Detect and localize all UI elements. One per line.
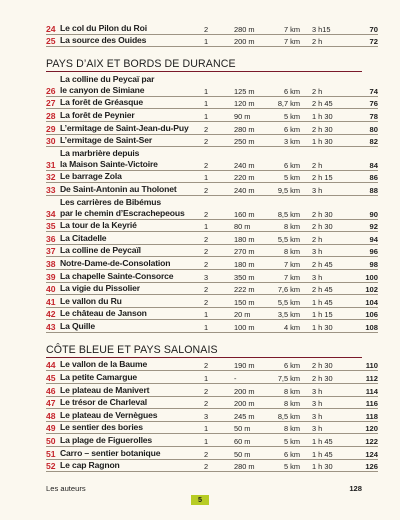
entry-difficulty: 2: [200, 195, 234, 219]
entry-altitude: 190 m: [234, 359, 266, 371]
entry-altitude: 280 m: [234, 22, 266, 34]
toc-entry[interactable]: [46, 421, 378, 434]
entry-title: La Citadelle: [60, 232, 200, 245]
entry-duration: 2 h 30: [304, 121, 352, 134]
entry-page: 80: [352, 121, 378, 134]
entry-difficulty: 2: [200, 396, 234, 409]
entry-number: 39: [46, 269, 60, 282]
toc-entry[interactable]: [46, 371, 378, 384]
entry-page: 78: [352, 109, 378, 122]
entry-number: 27: [46, 96, 60, 109]
entry-distance: 7,6 km: [266, 282, 304, 295]
entry-number: 29: [46, 121, 60, 134]
toc-entry[interactable]: [46, 147, 378, 171]
entry-distance: 4 km: [266, 320, 304, 333]
entry-difficulty: 2: [200, 384, 234, 397]
authors-label: Les auteurs: [46, 484, 86, 494]
toc-sections: [46, 58, 378, 472]
entry-page: 72: [352, 34, 378, 47]
entry-duration: 3 h: [304, 384, 352, 397]
entry-duration: 2 h 45: [304, 96, 352, 109]
entry-number: 28: [46, 109, 60, 122]
entry-title: La source des Ouides: [60, 34, 200, 47]
entry-distance: 3 km: [266, 134, 304, 147]
entry-number: 35: [46, 219, 60, 232]
entry-title: La colline de Peycaïl: [60, 244, 200, 257]
section-heading: CÔTE BLEUE ET PAYS SALONAIS: [46, 344, 362, 358]
entry-difficulty: 3: [200, 409, 234, 422]
entry-altitude: 60 m: [234, 434, 266, 447]
entry-distance: 6 km: [266, 147, 304, 171]
toc-entry[interactable]: [46, 73, 378, 96]
entry-title-line2: la Maison Sainte-Victoire: [60, 158, 158, 169]
toc-entry[interactable]: [46, 269, 378, 282]
entry-difficulty: 1: [200, 219, 234, 232]
entry-difficulty: 2: [200, 232, 234, 245]
entry-title: De Saint-Antonin au Tholonet: [60, 183, 200, 196]
toc-table-top: [46, 22, 378, 47]
entry-duration: 2 h: [304, 232, 352, 245]
entry-difficulty: 1: [200, 109, 234, 122]
entry-duration: 3 h: [304, 244, 352, 257]
page-number-badge: 5: [191, 495, 209, 505]
entry-duration: 2 h 45: [304, 282, 352, 295]
entry-title-line2: le canyon de Simiane: [60, 84, 145, 95]
entry-duration: 3 h: [304, 269, 352, 282]
entry-duration: 2 h 45: [304, 257, 352, 270]
entry-difficulty: 1: [200, 434, 234, 447]
entry-difficulty: 1: [200, 307, 234, 320]
entry-difficulty: 1: [200, 96, 234, 109]
entry-distance: 5,5 km: [266, 295, 304, 308]
entry-difficulty: 2: [200, 295, 234, 308]
entry-difficulty: 2: [200, 447, 234, 460]
entry-page: 96: [352, 244, 378, 257]
entry-distance: 6 km: [266, 121, 304, 134]
entry-page: 114: [352, 384, 378, 397]
entry-duration: 2 h: [304, 147, 352, 171]
entry-number: 24: [46, 22, 60, 34]
entry-distance: 7,5 km: [266, 371, 304, 384]
entry-page: 100: [352, 269, 378, 282]
entry-distance: 5 km: [266, 434, 304, 447]
entry-page: 106: [352, 307, 378, 320]
entry-difficulty: 2: [200, 183, 234, 196]
entry-number: 48: [46, 409, 60, 422]
entry-duration: 3 h: [304, 409, 352, 422]
entry-altitude: 200 m: [234, 384, 266, 397]
toc-entry[interactable]: [46, 257, 378, 270]
entry-number: 30: [46, 134, 60, 147]
entry-title: Notre-Dame-de-Consolation: [60, 257, 200, 270]
entry-number: 44: [46, 359, 60, 371]
entry-title: La forêt de Peynier: [60, 109, 200, 122]
entry-page: 118: [352, 409, 378, 422]
entry-title: Le vallon de la Baume: [60, 359, 200, 371]
toc-entry[interactable]: [46, 320, 378, 333]
toc-entry[interactable]: [46, 384, 378, 397]
entry-page: 76: [352, 96, 378, 109]
entry-altitude: 100 m: [234, 320, 266, 333]
entry-altitude: 280 m: [234, 459, 266, 472]
toc-entry[interactable]: [46, 295, 378, 308]
entry-page: 92: [352, 219, 378, 232]
entry-distance: 6 km: [266, 73, 304, 96]
entry-altitude: 120 m: [234, 96, 266, 109]
toc-entry[interactable]: [46, 170, 378, 183]
entry-title: La plage de Figuerolles: [60, 434, 200, 447]
toc-entry[interactable]: [46, 282, 378, 295]
entry-distance: 7 km: [266, 257, 304, 270]
entry-page: 94: [352, 232, 378, 245]
entry-title: La petite Camargue: [60, 371, 200, 384]
entry-number: 40: [46, 282, 60, 295]
entry-title: La vigie du Pissolier: [60, 282, 200, 295]
entry-distance: 8 km: [266, 421, 304, 434]
entry-difficulty: 2: [200, 22, 234, 34]
entry-altitude: 270 m: [234, 244, 266, 257]
entry-title: Le col du Pilon du Roi: [60, 22, 200, 34]
entry-distance: 7 km: [266, 269, 304, 282]
entry-title: Le plateau de Vernègues: [60, 409, 200, 422]
entry-duration: 1 h 30: [304, 109, 352, 122]
entry-altitude: 50 m: [234, 421, 266, 434]
entry-altitude: 150 m: [234, 295, 266, 308]
entry-duration: 1 h 30: [304, 320, 352, 333]
entry-title: La Quille: [60, 320, 200, 333]
toc-entry[interactable]: [46, 434, 378, 447]
entry-distance: 6 km: [266, 447, 304, 460]
entry-number: 33: [46, 183, 60, 196]
entry-altitude: 222 m: [234, 282, 266, 295]
entry-duration: 2 h: [304, 34, 352, 47]
entry-page: 86: [352, 170, 378, 183]
toc-entry[interactable]: [46, 121, 378, 134]
entry-difficulty: 2: [200, 244, 234, 257]
section-table: [46, 73, 378, 333]
entry-difficulty: 2: [200, 147, 234, 171]
table-of-contents: [46, 22, 378, 494]
authors-page: 128: [349, 484, 362, 494]
entry-number: 42: [46, 307, 60, 320]
entry-difficulty: 2: [200, 359, 234, 371]
entry-duration: 1 h 30: [304, 134, 352, 147]
toc-entry[interactable]: [46, 447, 378, 460]
entry-duration: 2 h 30: [304, 371, 352, 384]
entry-distance: 9,5 km: [266, 183, 304, 196]
entry-number: 38: [46, 257, 60, 270]
entry-title: La chapelle Sainte-Consorce: [60, 269, 200, 282]
entry-number: 52: [46, 459, 60, 472]
entry-altitude: 80 m: [234, 219, 266, 232]
entry-distance: 8 km: [266, 244, 304, 257]
entry-difficulty: 1: [200, 320, 234, 333]
toc-entry[interactable]: [46, 359, 378, 371]
entry-altitude: 160 m: [234, 195, 266, 219]
entry-altitude: 220 m: [234, 170, 266, 183]
entry-number: 49: [46, 421, 60, 434]
entry-duration: 1 h 15: [304, 307, 352, 320]
toc-entry[interactable]: [46, 195, 378, 219]
entry-page: 70: [352, 22, 378, 34]
entry-distance: 8,7 km: [266, 96, 304, 109]
entry-title: Le château de Janson: [60, 307, 200, 320]
entry-number: 37: [46, 244, 60, 257]
entry-altitude: 90 m: [234, 109, 266, 122]
entry-distance: 8 km: [266, 219, 304, 232]
toc-body-top: [46, 22, 378, 47]
entry-page: 120: [352, 421, 378, 434]
entry-number: 43: [46, 320, 60, 333]
entry-number: 36: [46, 232, 60, 245]
entry-title-line2: par le chemin d’Escrachepeous: [60, 207, 185, 218]
entry-title: Carro – sentier botanique: [60, 447, 200, 460]
entry-page: 122: [352, 434, 378, 447]
entry-number: 51: [46, 447, 60, 460]
toc-entry[interactable]: [46, 96, 378, 109]
entry-altitude: 240 m: [234, 147, 266, 171]
entry-number: 45: [46, 371, 60, 384]
entry-page: 82: [352, 134, 378, 147]
entry-title: Le vallon du Ru: [60, 295, 200, 308]
entry-distance: 7 km: [266, 22, 304, 34]
entry-page: 110: [352, 359, 378, 371]
entry-distance: 5 km: [266, 459, 304, 472]
entry-duration: 3 h: [304, 396, 352, 409]
entry-number: 34: [46, 195, 60, 219]
entry-distance: 5 km: [266, 170, 304, 183]
entry-difficulty: 3: [200, 269, 234, 282]
toc-entry[interactable]: [46, 232, 378, 245]
entry-title-line1: La colline du Peycaï par: [60, 73, 155, 84]
entry-number: 46: [46, 384, 60, 397]
entry-altitude: 280 m: [234, 121, 266, 134]
toc-entry[interactable]: [46, 459, 378, 472]
entry-page: 102: [352, 282, 378, 295]
entry-duration: 1 h 45: [304, 434, 352, 447]
entry-page: 126: [352, 459, 378, 472]
entry-altitude: 20 m: [234, 307, 266, 320]
toc-entry[interactable]: [46, 134, 378, 147]
entry-page: 124: [352, 447, 378, 460]
entry-title: [60, 73, 200, 96]
entry-title-line1: Les carrières de Bibémus: [60, 196, 162, 207]
entry-difficulty: 1: [200, 421, 234, 434]
entry-duration: 2 h: [304, 73, 352, 96]
entry-title: [60, 195, 200, 219]
entry-number: 47: [46, 396, 60, 409]
entry-distance: 8,5 km: [266, 195, 304, 219]
toc-entry[interactable]: [46, 396, 378, 409]
entry-duration: 1 h 45: [304, 295, 352, 308]
entry-altitude: 180 m: [234, 232, 266, 245]
entry-altitude: 50 m: [234, 447, 266, 460]
entry-page: 88: [352, 183, 378, 196]
entry-distance: 8,5 km: [266, 409, 304, 422]
entry-page: 84: [352, 147, 378, 171]
entry-page: 108: [352, 320, 378, 333]
entry-title: Le trésor de Charleval: [60, 396, 200, 409]
toc-entry[interactable]: [46, 409, 378, 422]
entry-difficulty: 1: [200, 170, 234, 183]
entry-title: Le barrage Zola: [60, 170, 200, 183]
entry-title-line1: La marbrière depuis: [60, 147, 140, 158]
toc-entry[interactable]: [46, 219, 378, 232]
entry-distance: 5 km: [266, 109, 304, 122]
entry-duration: 1 h 30: [304, 459, 352, 472]
entry-title: [60, 147, 200, 171]
entry-distance: 3,5 km: [266, 307, 304, 320]
entry-page: 104: [352, 295, 378, 308]
entry-number: 50: [46, 434, 60, 447]
entry-difficulty: 2: [200, 257, 234, 270]
entry-altitude: 200 m: [234, 34, 266, 47]
section-table: [46, 359, 378, 472]
entry-number: 41: [46, 295, 60, 308]
entry-page: 98: [352, 257, 378, 270]
entry-title: Le sentier des bories: [60, 421, 200, 434]
entry-duration: 3 h: [304, 183, 352, 196]
entry-number: 25: [46, 34, 60, 47]
entry-distance: 8 km: [266, 396, 304, 409]
entry-title: Le plateau de Manivert: [60, 384, 200, 397]
entry-difficulty: 2: [200, 282, 234, 295]
entry-title: La tour de la Keyrié: [60, 219, 200, 232]
authors-entry[interactable]: [46, 484, 362, 493]
entry-distance: 5,5 km: [266, 232, 304, 245]
toc-entry[interactable]: [46, 244, 378, 257]
toc-entry[interactable]: [46, 109, 378, 122]
toc-entry[interactable]: [46, 34, 378, 47]
entry-title: Le cap Ragnon: [60, 459, 200, 472]
entry-number: 31: [46, 147, 60, 171]
entry-page: 116: [352, 396, 378, 409]
entry-difficulty: 2: [200, 459, 234, 472]
section-heading: PAYS D’AIX ET BORDS DE DURANCE: [46, 58, 362, 72]
entry-duration: 2 h 30: [304, 359, 352, 371]
entry-distance: 7 km: [266, 34, 304, 47]
entry-number: 32: [46, 170, 60, 183]
entry-duration: 2 h 15: [304, 170, 352, 183]
entry-distance: 6 km: [266, 359, 304, 371]
entry-duration: 2 h 30: [304, 219, 352, 232]
entry-altitude: 240 m: [234, 183, 266, 196]
entry-number: 26: [46, 73, 60, 96]
entry-difficulty: 2: [200, 134, 234, 147]
entry-page: 90: [352, 195, 378, 219]
entry-difficulty: 1: [200, 73, 234, 96]
entry-title: L’ermitage de Saint-Jean-du-Puy: [60, 121, 200, 134]
entry-duration: 3 h: [304, 421, 352, 434]
entry-altitude: 200 m: [234, 396, 266, 409]
entry-difficulty: 2: [200, 121, 234, 134]
toc-entry[interactable]: [46, 183, 378, 196]
entry-duration: 1 h 45: [304, 447, 352, 460]
entry-altitude: 125 m: [234, 73, 266, 96]
entry-altitude: 250 m: [234, 134, 266, 147]
entry-difficulty: 1: [200, 34, 234, 47]
entry-altitude: 350 m: [234, 269, 266, 282]
entry-altitude: 245 m: [234, 409, 266, 422]
entry-duration: 3 h15: [304, 22, 352, 34]
entry-title: La forêt de Gréasque: [60, 96, 200, 109]
toc-entry[interactable]: [46, 22, 378, 34]
entry-altitude: -: [234, 371, 266, 384]
toc-entry[interactable]: [46, 307, 378, 320]
entry-page: 112: [352, 371, 378, 384]
entry-title: L’ermitage de Saint-Ser: [60, 134, 200, 147]
entry-distance: 8 km: [266, 384, 304, 397]
entry-duration: 2 h 30: [304, 195, 352, 219]
entry-page: 74: [352, 73, 378, 96]
entry-difficulty: 1: [200, 371, 234, 384]
entry-altitude: 180 m: [234, 257, 266, 270]
